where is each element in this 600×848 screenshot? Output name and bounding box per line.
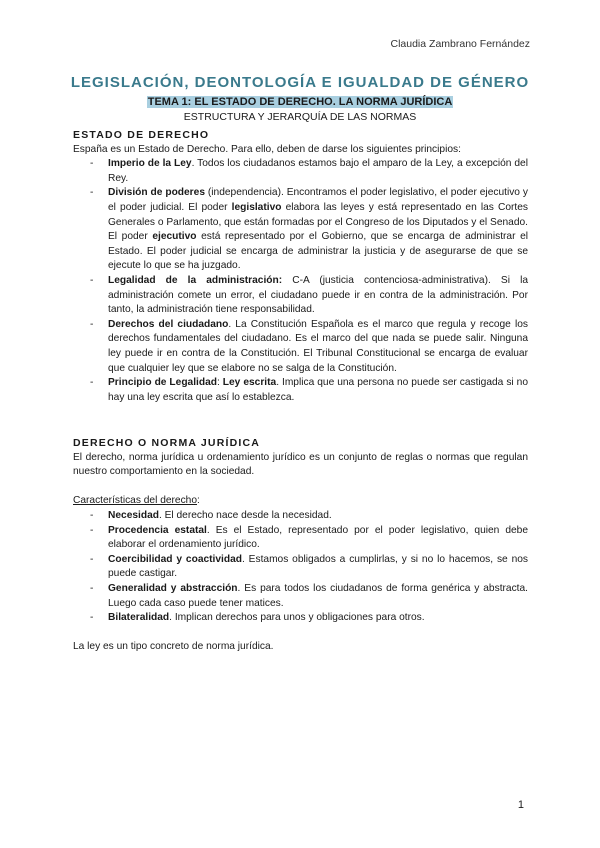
item-text: . Implican derechos para unos y obligaciones para otros.: [169, 612, 425, 624]
item-text: . Estamos obligados a cumplirlas, y si no lo hacemos, se nos puede castigar.: [108, 553, 528, 580]
section-norma-juridica: [73, 436, 528, 655]
item-term: División de poderes: [108, 187, 205, 199]
characteristics-label-line: [73, 494, 528, 509]
item-text: . Es el Estado, representado por el poder legislativo, quien debe elaborar el ordenamiento jurídico.: [108, 524, 528, 551]
section-intro: El derecho, norma jurídica u ordenamiento jurídico es un conjunto de reglas o normas que regulan nuestro comportamiento en la sociedad.: [73, 451, 528, 478]
list-item: [73, 186, 528, 274]
item-term-inline: ejecutivo: [152, 231, 197, 243]
page-number: 1: [517, 799, 524, 811]
item-term: Principio de Legalidad: [108, 377, 217, 389]
list-item: [73, 157, 528, 186]
item-text: C-A (justicia contenciosa-administrativa). Si la administración comete un error, el ciudadano puede ir en contra de la administración. Por tanto, la administración tiene responsabilidad.: [108, 274, 528, 316]
list-item: [73, 509, 528, 524]
label-colon: :: [197, 495, 200, 507]
item-term-inline: legislativo: [231, 201, 282, 213]
item-term: Coercibilidad y coactividad: [108, 553, 242, 565]
section-heading: ESTADO DE DERECHO: [73, 129, 210, 141]
item-text: elabora las leyes y está representado en las Cortes Generales o Parlamento, que están formadas por el Congreso de los Diputados y el Senado. El poder: [108, 201, 528, 243]
item-text: . Es para todos los ciudadanos de forma genérica y abstracta. Luego cada caso puede tener matices.: [108, 582, 528, 609]
item-term: Necesidad: [108, 509, 159, 521]
item-term: Derechos del ciudadano: [108, 318, 229, 330]
author-name: Claudia Zambrano Fernández: [390, 38, 530, 50]
item-term: Procedencia estatal: [108, 524, 207, 536]
item-text: está representado por el Gobierno, que se encarga de administrar el Estado. El poder judicial se encarga de administrar la justicia y de asegurarse de que se ejecute lo que se ha juzgado.: [108, 231, 528, 272]
item-term: Imperio de la Ley: [108, 158, 192, 170]
document-subtitle: ESTRUCTURA Y JERARQUÍA DE LAS NORMAS: [183, 111, 417, 123]
list-item: [73, 524, 528, 553]
closing-text: La ley es un tipo concreto de norma jurídica.: [73, 641, 274, 653]
list-item: [73, 376, 528, 405]
topic-highlight: TEMA 1: EL ESTADO DE DERECHO. LA NORMA JURÍDICA: [147, 96, 453, 108]
list-item: [73, 318, 528, 376]
principles-list: [73, 157, 528, 405]
item-text: :: [216, 377, 223, 389]
item-text: . El derecho nace desde la necesidad.: [158, 509, 332, 521]
section-estado-de-derecho: [73, 128, 528, 405]
characteristics-list: [73, 509, 528, 626]
item-text: . La Constitución Española es el marco que regula y recoge los derechos fundamentales del ciudadano. Es el marco del que nada se puede salir. Ninguna ley puede ir en contra de la Constitución. El Tribunal Constitucional se encarga de evaluar que cualquier ley que se elabore no se salga de la Constitución.: [108, 318, 528, 374]
item-text: (independencia). Encontramos el poder legislativo, el poder ejecutivo y el poder judicial. El poder: [108, 187, 528, 213]
characteristics-label: Características del derecho: [73, 495, 198, 507]
item-term: Bilateralidad: [108, 612, 170, 624]
section-intro: España es un Estado de Derecho. Para ello, deben de darse los siguientes principios:: [73, 143, 461, 155]
list-item: [73, 274, 528, 318]
list-item: [73, 553, 528, 582]
item-term: Legalidad de la administración:: [108, 274, 283, 286]
section-heading: DERECHO O NORMA JURÍDICA: [73, 437, 261, 449]
list-item: [73, 582, 528, 611]
item-term: Generalidad y abstracción: [108, 582, 238, 594]
item-term-inline: Ley escrita: [222, 377, 277, 389]
list-item: [73, 611, 528, 626]
item-text: . Todos los ciudadanos estamos bajo el amparo de la Ley, a excepción del Rey.: [108, 158, 528, 184]
document-title: LEGISLACIÓN, DEONTOLOGÍA E IGUALDAD DE GÉNERO: [70, 74, 530, 91]
topic-heading: [0, 96, 600, 108]
item-text: . Implica que una persona no puede ser castigada si no hay una ley escrita que así lo establezca.: [108, 377, 528, 403]
